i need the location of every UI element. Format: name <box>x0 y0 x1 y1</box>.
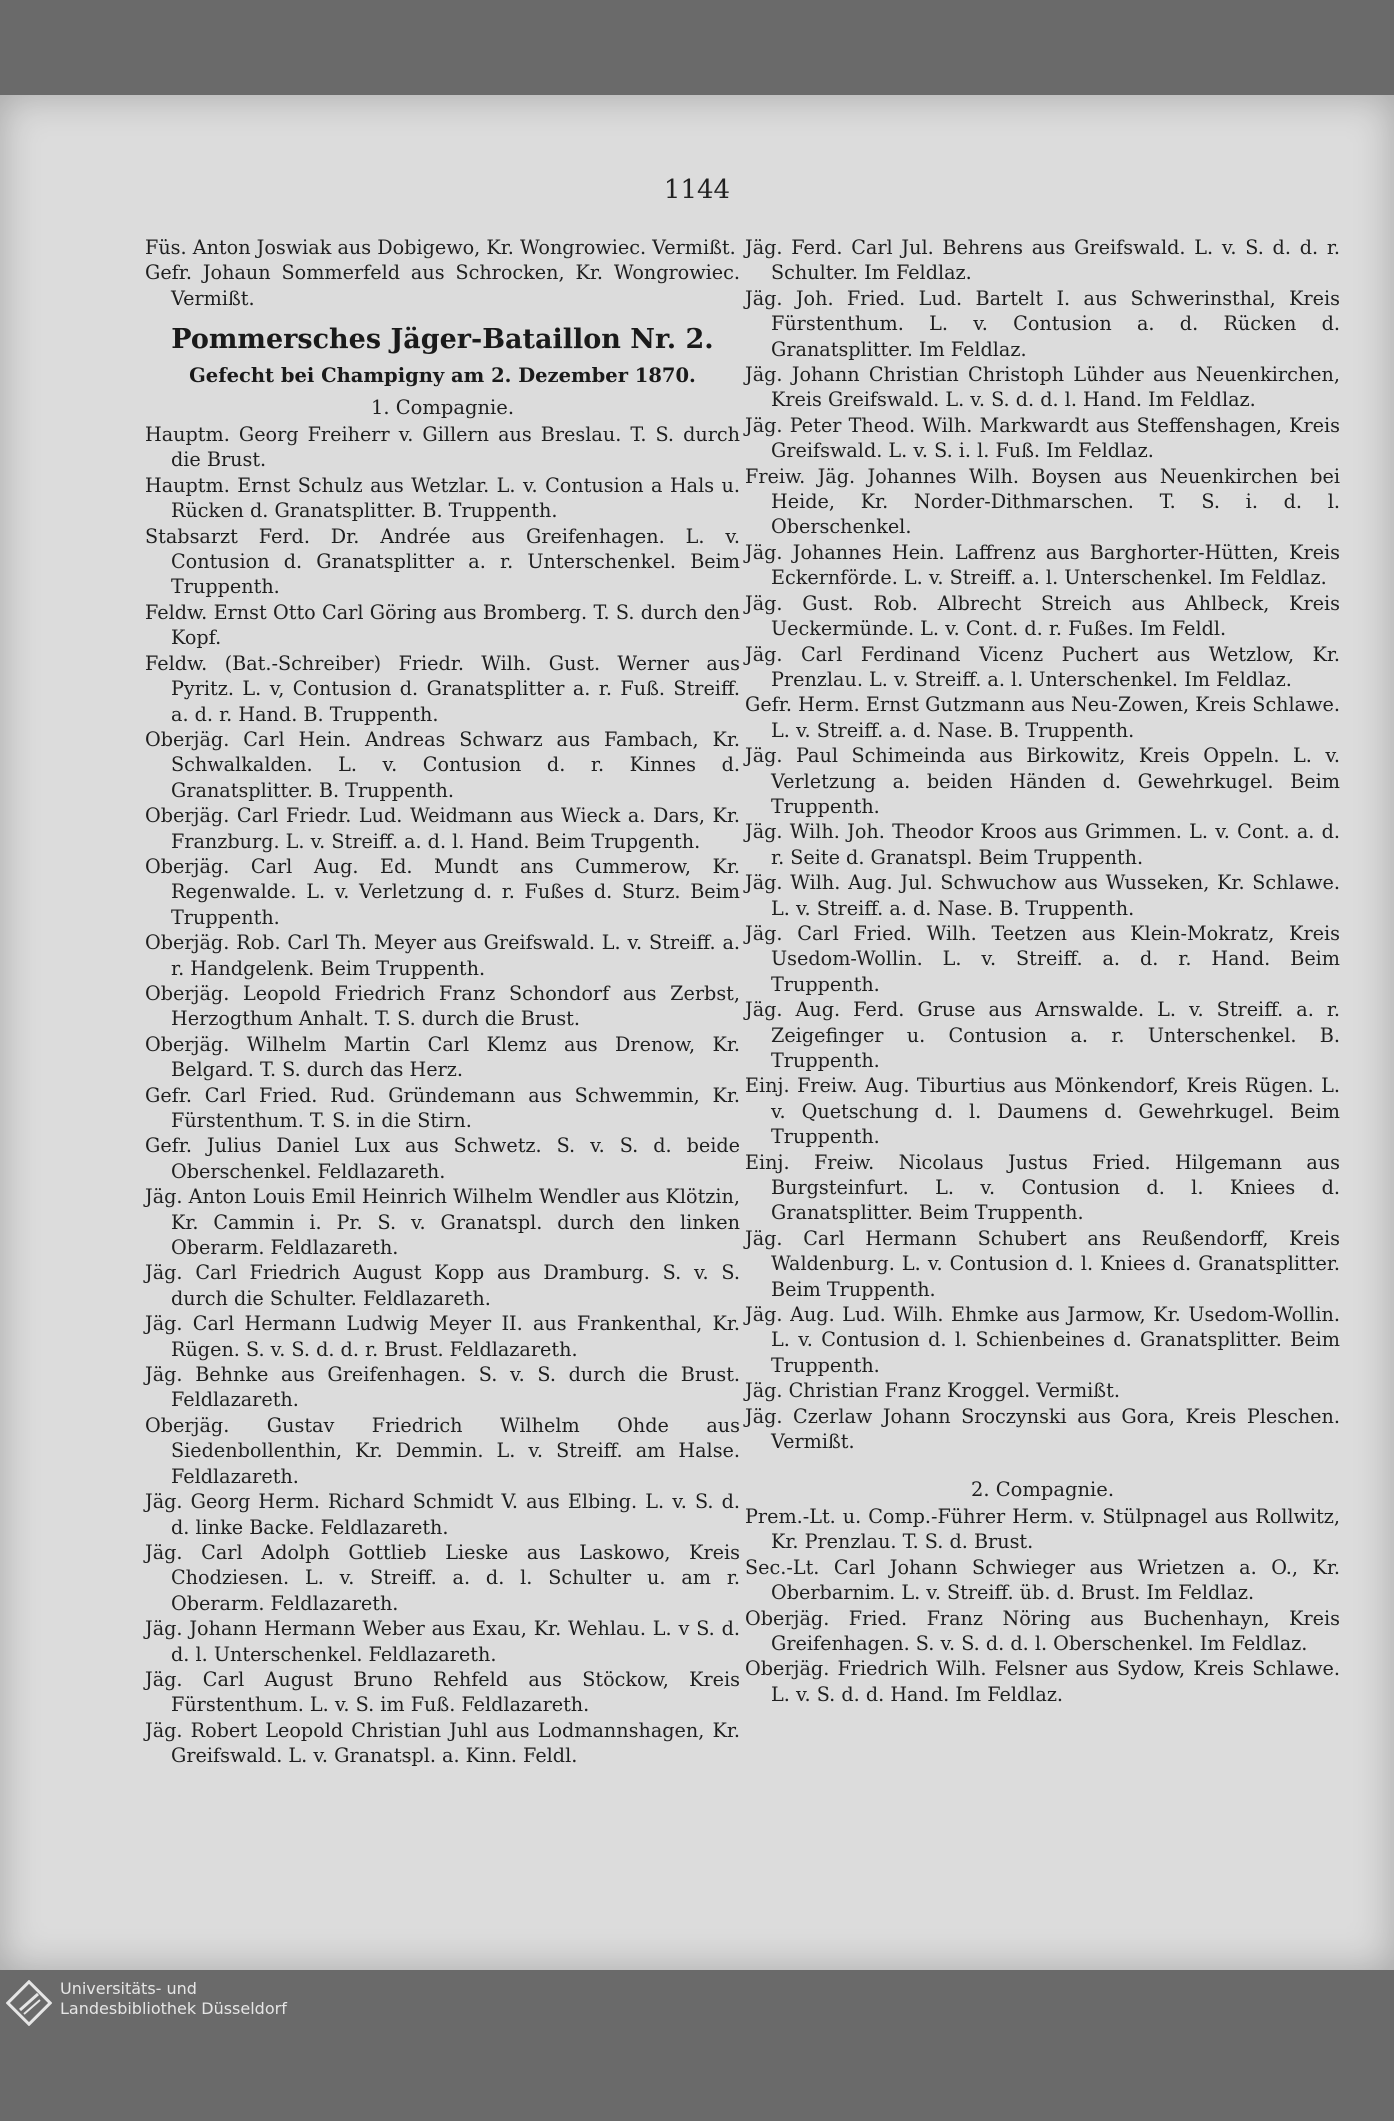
list-item: Jäg. Aug. Ferd. Gruse aus Arnswalde. L. v. Streiff. a. r. Zeigefinger u. Contusion a. r. Unterschenkel. B. Truppenth. <box>745 998 1340 1072</box>
list-item: Jäg. Carl August Bruno Rehfeld aus Stöckow, Kreis Fürstenthum. L. v. S. im Fuß. Feldlazareth. <box>145 1667 740 1717</box>
list-item: Oberjäg. Carl Aug. Ed. Mundt ans Cummerow, Kr. Regenwalde. L. v. Verletzung d. r. Fußes d. Sturz. Beim Truppenth. <box>145 854 740 929</box>
list-item: Freiw. Jäg. Johannes Wilh. Boysen aus Neuenkirchen bei Heide, Kr. Norder-Dithmarschen. T. S. i. d. l. Oberschenkel. <box>745 464 1340 539</box>
list-item: Jäg. Ferd. Carl Jul. Behrens aus Greifswald. L. v. S. d. d. r. Schulter. Im Feldlaz. <box>745 236 1340 285</box>
list-item: Jäg. Gust. Rob. Albrecht Streich aus Ahlbeck, Kreis Ueckermünde. L. v. Cont. d. r. Fußes. Im Feldl. <box>745 591 1340 641</box>
list-item: Einj. Freiw. Nicolaus Justus Fried. Hilgemann aus Burgsteinfurt. L. v. Contusion d. l. Kniees d. Granatsplitter. Beim Truppenth. <box>745 1150 1340 1225</box>
list-item: Hauptm. Georg Freiherr v. Gillern aus Breslau. T. S. durch die Brust. <box>145 423 740 472</box>
list-item: Jäg. Wilh. Joh. Theodor Kroos aus Grimmen. L. v. Cont. a. d. r. Seite d. Granatspl. Beim Truppenth. <box>745 820 1340 869</box>
list-item: Jäg. Christian Franz Kroggel. Vermißt. <box>745 1379 1120 1403</box>
list-item: Oberjäg. Fried. Franz Nöring aus Buchenhayn, Kreis Greifenhagen. S. v. S. d. d. l. Oberschenkel. Im Feldlaz. <box>745 1606 1340 1655</box>
document-page <box>0 95 1394 1970</box>
list-item: Jäg. Georg Herm. Richard Schmidt V. aus Elbing. L. v. S. d. d. linke Backe. Feldlazareth. <box>145 1490 740 1539</box>
page-number: 1144 <box>663 175 731 205</box>
list-item: Einj. Freiw. Aug. Tiburtius aus Mönkendorf, Kreis Rügen. L. v. Quetschung d. l. Daumens d. Gewehrkugel. Beim Truppenth. <box>745 1074 1340 1149</box>
library-logo-icon <box>6 1980 52 2026</box>
list-item: Jäg. Robert Leopold Christian Juhl aus Lodmannshagen, Kr. Greifswald. L. v. Granatspl. a. Kinn. Feldl. <box>145 1718 740 1768</box>
list-item: Oberjäg. Wilhelm Martin Carl Klemz aus Drenow, Kr. Belgard. T. S. durch das Herz. <box>145 1032 740 1082</box>
library-logo-text <box>60 1979 287 2019</box>
list-item: Oberjäg. Rob. Carl Th. Meyer aus Greifswald. L. v. Streiff. a. r. Handgelenk. Beim Truppenth. <box>145 931 740 980</box>
list-item: Oberjäg. Leopold Friedrich Franz Schondorf aus Zerbst, Herzogthum Anhalt. T. S. durch die Brust. <box>145 981 740 1031</box>
list-item: Jäg. Carl Adolph Gottlieb Lieske aus Laskowo, Kreis Chodziesen. L. v. Streiff. a. d. l. Schulter u. am r. Oberarm. Feldlazareth. <box>145 1540 740 1615</box>
list-item: Oberjäg. Gustav Friedrich Wilhelm Ohde aus Siedenbollenthin, Kr. Demmin. L. v. Streiff. am Halse. Feldlazareth. <box>145 1413 740 1488</box>
list-item: Stabsarzt Ferd. Dr. Andrée aus Greifenhagen. L. v. Contusion d. Granatsplitter a. r. Unterschenkel. Beim Truppenth. <box>145 524 740 599</box>
left-column <box>145 235 740 1769</box>
footer-bar <box>0 1970 1394 2121</box>
list-item: Oberjäg. Friedrich Wilh. Felsner aus Sydow, Kreis Schlawe. L. v. S. d. d. Hand. Im Feldlaz. <box>745 1657 1340 1706</box>
list-item: Jäg. Paul Schimeinda aus Birkowitz, Kreis Oppeln. L. v. Verletzung a. beiden Händen d. Gewehrkugel. Beim Truppenth. <box>745 744 1340 818</box>
list-item: Jäg. Johann Hermann Weber aus Exau, Kr. Wehlau. L. v S. d. d. l. Unterschenkel. Feldlazareth. <box>145 1617 740 1666</box>
list-item: Jäg. Carl Friedrich August Kopp aus Dramburg. S. v. S. durch die Schulter. Feldlazareth. <box>145 1261 740 1310</box>
list-item: Jäg. Aug. Lud. Wilh. Ehmke aus Jarmow, Kr. Usedom-Wollin. L. v. Contusion d. l. Schienbeines d. Granatsplitter. Beim Truppenth. <box>745 1303 1340 1377</box>
list-item: Jäg. Czerlaw Johann Sroczynski aus Gora, Kreis Pleschen. Vermißt. <box>745 1404 1340 1454</box>
list-item: Füs. Anton Joswiak aus Dobigewo, Kr. Wongrowiec. Vermißt. <box>145 236 736 259</box>
list-item: Feldw. Ernst Otto Carl Göring aus Bromberg. T. S. durch den Kopf. <box>145 600 740 650</box>
logo-line-1: Universitäts- und <box>60 1979 197 1998</box>
list-item: Jäg. Wilh. Aug. Jul. Schwuchow aus Wusseken, Kr. Schlawe. L. v. Streiff. a. d. Nase. B. Truppenth. <box>745 871 1340 920</box>
list-item: Sec.-Lt. Carl Johann Schwieger aus Wrietzen a. O., Kr. Oberbarnim. L. v. Streiff. üb. d. Brust. Im Feldlaz. <box>745 1555 1340 1605</box>
list-item: Jäg. Carl Fried. Wilh. Teetzen aus Klein-Mokratz, Kreis Usedom-Wollin. L. v. Streiff. a. d. r. Hand. Beim Truppenth. <box>745 921 1340 996</box>
list-item: Jäg. Peter Theod. Wilh. Markwardt aus Steffenshagen, Kreis Greifswald. L. v. S. i. l. Fuß. Im Feldlaz. <box>745 413 1340 463</box>
list-item: Oberjäg. Carl Hein. Andreas Schwarz aus Fambach, Kr. Schwalkalden. L. v. Contusion d. r. Kinnes d. Granatsplitter. B. Truppenth. <box>145 727 740 802</box>
list-item: Jäg. Johannes Hein. Laffrenz aus Barghorter-Hütten, Kreis Eckernförde. L. v. Streiff. a. l. Unterschenkel. Im Feldlaz. <box>745 540 1340 590</box>
list-item: Jäg. Carl Ferdinand Vicenz Puchert aus Wetzlow, Kr. Prenzlau. L. v. Streiff. a. l. Unterschenkel. Im Feldlaz. <box>745 642 1340 691</box>
list-item: Hauptm. Ernst Schulz aus Wetzlar. L. v. Contusion a Hals u. Rücken d. Granatsplitter. B. Truppenth. <box>145 473 740 523</box>
list-item: Jäg. Carl Hermann Ludwig Meyer II. aus Frankenthal, Kr. Rügen. S. v. S. d. d. r. Brust. Feldlazareth. <box>145 1312 740 1361</box>
logo-line-2: Landesbibliothek Düsseldorf <box>60 1999 287 2018</box>
battalion-heading: Pommersches Jäger-Bataillon Nr. 2. <box>171 324 714 356</box>
company-heading: 2. Compagnie. <box>970 1477 1115 1501</box>
company-heading: 1. Compagnie. <box>370 395 515 419</box>
list-item: Gefr. Herm. Ernst Gutzmann aus Neu-Zowen, Kreis Schlawe. L. v. Streiff. a. d. Nase. B. Truppenth. <box>745 693 1340 742</box>
list-item: Jäg. Carl Hermann Schubert ans Reußendorff, Kreis Waldenburg. L. v. Contusion d. l. Kniees d. Granatsplitter. Beim Truppenth. <box>745 1226 1340 1301</box>
list-item: Gefr. Carl Fried. Rud. Gründemann aus Schwemmin, Kr. Fürstenthum. T. S. in die Stirn. <box>145 1083 740 1132</box>
battle-subheading: Gefecht bei Champigny am 2. Dezember 1870. <box>189 364 696 388</box>
list-item: Gefr. Johaun Sommerfeld aus Schrocken, Kr. Wongrowiec. Vermißt. <box>145 261 740 310</box>
list-item: Gefr. Julius Daniel Lux aus Schwetz. S. v. S. d. beide Oberschenkel. Feldlazareth. <box>145 1134 740 1183</box>
list-item: Prem.-Lt. u. Comp.-Führer Herm. v. Stülpnagel aus Rollwitz, Kr. Prenzlau. T. S. d. Brust. <box>745 1504 1340 1554</box>
list-item: Jäg. Anton Louis Emil Heinrich Wilhelm Wendler aus Klötzin, Kr. Cammin i. Pr. S. v. Granatspl. durch den linken Oberarm. Feldlazareth. <box>145 1185 740 1260</box>
list-item: Feldw. (Bat.-Schreiber) Friedr. Wilh. Gust. Werner aus Pyritz. L. v, Contusion d. Granatsplitter a. r. Fuß. Streiff. a. d. r. Hand. B. Truppenth. <box>145 651 740 726</box>
list-item: Jäg. Joh. Fried. Lud. Bartelt I. aus Schwerinsthal, Kreis Fürstenthum. L. v. Contusion a. d. Rücken d. Granatsplitter. Im Feldlaz. <box>745 286 1340 361</box>
list-item: Jäg. Behnke aus Greifenhagen. S. v. S. durch die Brust. Feldlazareth. <box>145 1363 740 1412</box>
list-item: Jäg. Johann Christian Christoph Lühder aus Neuenkirchen, Kreis Greifswald. L. v. S. d. d. l. Hand. Im Feldlaz. <box>745 363 1340 412</box>
list-item: Oberjäg. Carl Friedr. Lud. Weidmann aus Wieck a. Dars, Kr. Franzburg. L. v. Streiff. a. d. l. Hand. Beim Trupgenth. <box>145 804 740 853</box>
right-column <box>745 235 1340 1707</box>
